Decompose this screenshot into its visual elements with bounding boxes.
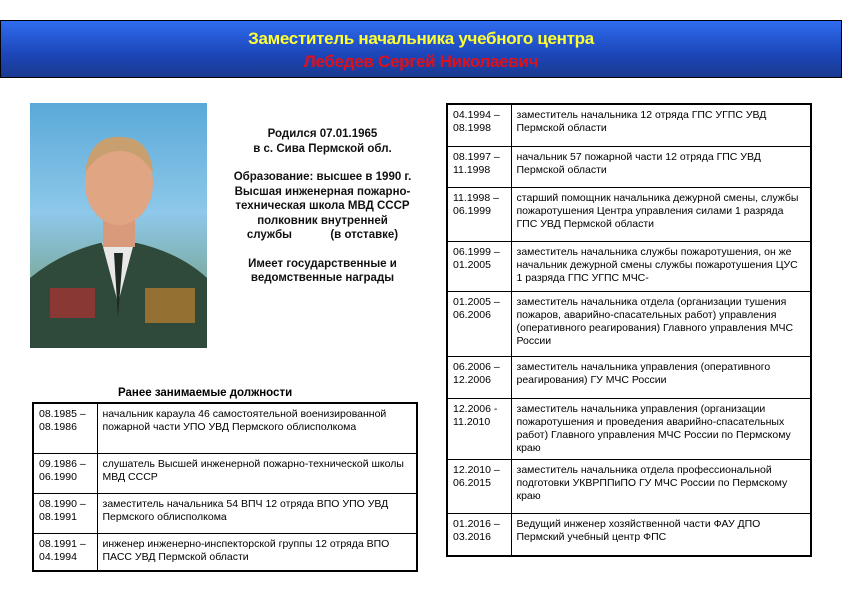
period-start: 01.2005 – — [453, 295, 500, 308]
previous-positions-heading: Ранее занимаемые должности — [118, 387, 293, 399]
position-cell: заместитель начальника отдела профессиональной подготовки УКВРППиПО ГУ МЧС России по Пермскому краю — [511, 459, 811, 513]
table-row — [447, 398, 811, 459]
period-cell — [447, 241, 511, 291]
position-cell: заместитель начальника 54 ВПЧ 12 отряда ВПО УПО УВД Пермского облисполкома — [97, 493, 417, 533]
period-start: 08.1985 – — [39, 408, 86, 420]
period-end: 03.2016 — [453, 530, 491, 543]
period-end: 01.2005 — [453, 258, 491, 271]
period-cell — [447, 187, 511, 241]
table-row — [447, 356, 811, 398]
previous-positions-table — [32, 402, 418, 572]
period-start: 01.2016 – — [453, 517, 500, 530]
period-cell — [33, 493, 97, 533]
table-row — [33, 493, 417, 533]
rank: полковник внутренней — [257, 214, 388, 227]
period-start: 08.1991 – — [39, 537, 86, 550]
table-row — [447, 104, 811, 146]
education-school-2: техническая школа МВД СССР — [235, 200, 410, 212]
period-start: 06.1999 – — [453, 245, 500, 258]
table-row — [447, 241, 811, 291]
position-cell: начальник 57 пожарной части 12 отряда ГПС УВД Пермской области — [511, 146, 811, 187]
period-cell — [33, 533, 97, 571]
period-start: 11.1998 – — [453, 191, 499, 204]
job-title: Заместитель начальника учебного центра — [248, 29, 594, 48]
table-row — [33, 403, 417, 453]
period-start: 09.1986 – — [39, 457, 86, 470]
period-cell — [447, 459, 511, 513]
period-start: 08.1990 – — [39, 497, 86, 510]
period-cell — [447, 356, 511, 398]
period-end: 06.1990 — [39, 470, 77, 483]
awards: Имеет государственные и — [248, 257, 397, 270]
period-start: 06.2006 – — [453, 360, 500, 373]
period-end: 04.1994 — [39, 550, 77, 563]
portrait-photo — [30, 103, 207, 348]
period-start: 04.1994 – — [453, 109, 500, 121]
period-end: 11.1998 — [453, 163, 491, 176]
career-table — [446, 103, 812, 557]
period-cell — [447, 291, 511, 356]
period-end: 08.1998 — [453, 122, 491, 134]
period-cell — [447, 398, 511, 459]
position-cell: заместитель начальника службы пожаротушения, он же начальник дежурной смены службы пожаротушения ЦУС 1 разряда ГПС УГПС МЧС- — [511, 241, 811, 291]
position-cell: начальник караула 46 самостоятельной военизированной пожарной части УПО УВД Пермского облисполкома — [97, 403, 417, 453]
birth-date: Родился 07.01.1965 — [267, 128, 378, 140]
position-cell: Ведущий инженер хозяйственной части ФАУ ДПО Пермский учебный центр ФПС — [511, 513, 811, 556]
period-end: 06.2006 — [453, 308, 491, 321]
table-row — [447, 187, 811, 241]
table-row — [33, 533, 417, 571]
education-school: Высшая инженерная пожарно- — [234, 185, 411, 198]
period-start: 12.2010 – — [453, 463, 500, 476]
biography — [205, 127, 440, 300]
position-cell: заместитель начальника отдела (организации тушения пожаров, аварийно-спасательных работ) управления (оперативного реагирования) Главного управления МЧС России — [511, 291, 811, 356]
period-cell — [447, 146, 511, 187]
person-name: Лебедев Сергей Николаевич — [303, 52, 539, 71]
title-banner — [0, 20, 842, 78]
position-cell: инженер инженерно-инспекторской группы 12 отряда ВПО ПАСС УВД Пермской области — [97, 533, 417, 571]
period-end: 08.1991 — [39, 510, 77, 523]
position-cell: заместитель начальника управления (организации пожаротушения и проведения аварийно-спасательных работ) Главного управления МЧС России по Пермскому краю — [511, 398, 811, 459]
period-end: 11.2010 — [453, 415, 491, 428]
table-row — [33, 453, 417, 493]
period-cell — [447, 513, 511, 556]
period-start: 12.2006 - — [453, 402, 498, 415]
table-row — [447, 513, 811, 556]
table-row — [447, 146, 811, 187]
period-end: 06.1999 — [453, 204, 491, 217]
rank-status: службы (в отставке) — [246, 229, 399, 241]
period-cell — [33, 453, 97, 493]
period-cell — [33, 403, 97, 453]
birth-place: в с. Сива Пермской обл. — [253, 142, 392, 155]
awards-2: ведомственные награды — [250, 272, 395, 284]
position-cell: заместитель начальника 12 отряда ГПС УГПС УВД Пермской области — [511, 104, 811, 146]
position-cell: слушатель Высшей инженерной пожарно-технической школы МВД СССР — [97, 453, 417, 493]
period-end: 06.2015 — [453, 476, 491, 489]
position-cell: заместитель начальника управления (оперативного реагирования) ГУ МЧС России — [511, 356, 811, 398]
period-end: 12.2006 — [453, 373, 491, 386]
period-end: 08.1986 — [39, 421, 77, 433]
education: Образование: высшее в 1990 г. — [233, 171, 412, 183]
position-cell: старший помощник начальника дежурной смены, службы пожаротушения Центра управления силами 1 разряда ГПС УВД Пермской области — [511, 187, 811, 241]
period-cell — [447, 104, 511, 146]
period-start: 08.1997 – — [453, 150, 500, 163]
table-row — [447, 459, 811, 513]
table-row — [447, 291, 811, 356]
